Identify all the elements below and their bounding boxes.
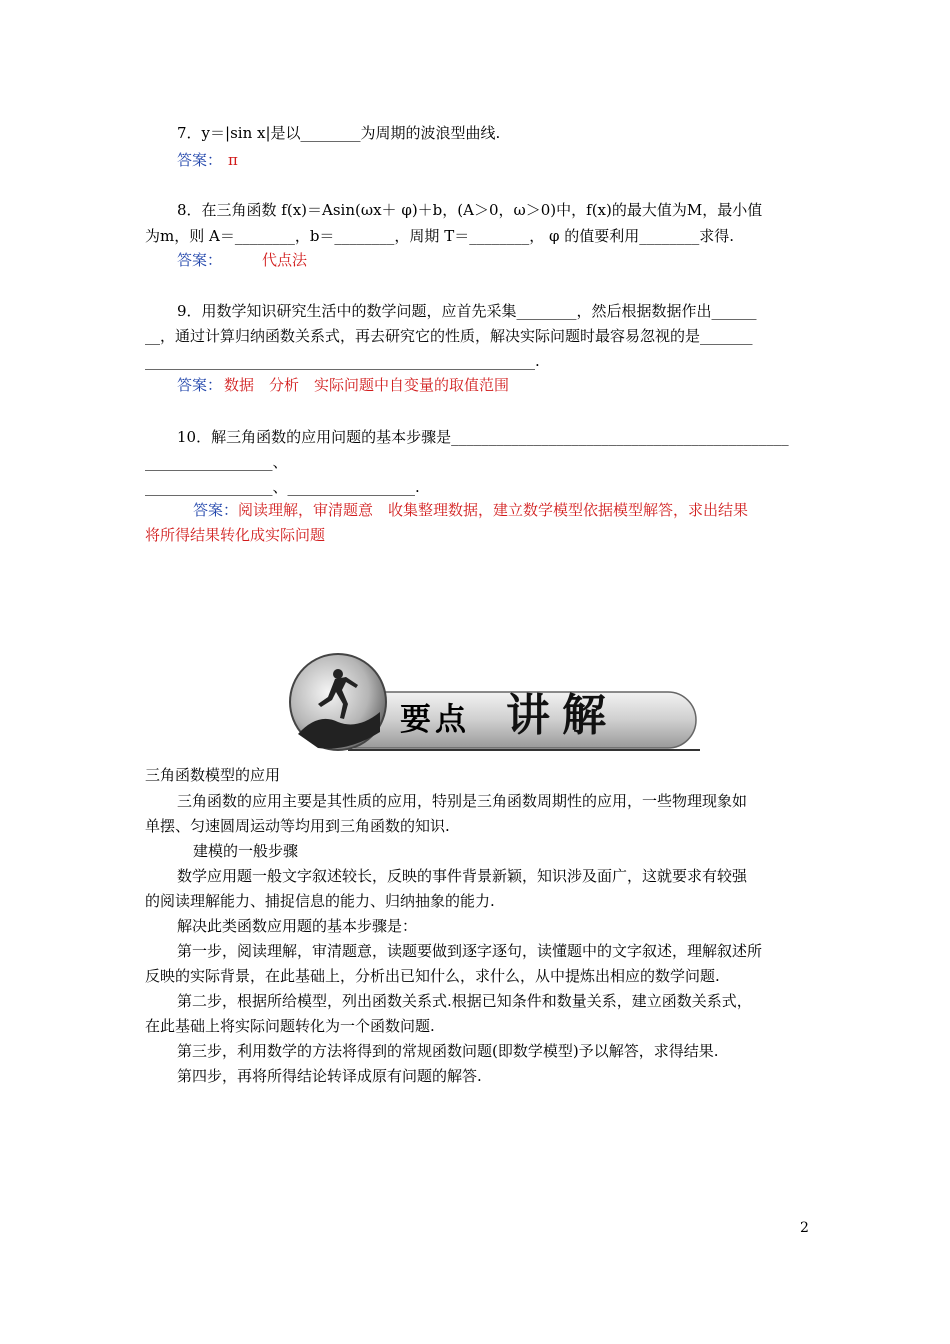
question-8-line-1: 8．在三角函数 f(x)＝Asin(ωx＋ φ)＋b，(A＞0，ω＞0)中，f(x)的最大值为M，最小值: [177, 201, 763, 219]
step-3: 第三步，利用数学的方法将得到的常规函数问题(即数学模型)予以解答，求得结果.: [177, 1042, 719, 1060]
answer-7: [177, 150, 238, 170]
question-9-line-2: __，通过计算归纳函数关系式，再去研究它的性质，解决实际问题时最容易忽视的是_______: [145, 327, 753, 345]
question-10-line-2: _________________、: [145, 453, 288, 471]
paragraph-2-line-2: 的阅读理解能力、捕捉信息的能力、归纳抽象的能力.: [145, 892, 495, 910]
answer-value: π: [228, 151, 238, 169]
answer-10-line-1: [193, 500, 748, 520]
heading-modeling-steps: 建模的一般步骤: [193, 842, 299, 860]
answer-label: 答案：: [177, 151, 223, 169]
step-1-line-1: 第一步，阅读理解，审清题意，读题要做到逐字逐句，读懂题中的文字叙述，理解叙述所: [177, 942, 763, 960]
question-9-line-1: 9．用数学知识研究生活中的数学问题，应首先采集________，然后根据数据作出______: [177, 302, 757, 320]
paragraph-3: 解决此类函数应用题的基本步骤是：: [177, 917, 418, 935]
section-banner: [288, 652, 700, 756]
question-9-line-3: ____________________________________________________.: [145, 352, 540, 370]
question-10-line-3: _________________、_________________.: [145, 478, 420, 496]
answer-value: 阅读理解，审清题意 收集整理数据，建立数学模型依据模型解答，求出结果: [238, 501, 749, 519]
banner-graphic: [288, 652, 700, 756]
answer-9: [177, 375, 509, 395]
step-4: 第四步，再将所得结论转译成原有问题的解答.: [177, 1067, 482, 1085]
step-2-line-2: 在此基础上将实际问题转化为一个函数问题.: [145, 1017, 435, 1035]
question-7: 7．y＝|sin x|是以________为周期的波浪型曲线.: [177, 124, 501, 142]
paragraph-2-line-1: 数学应用题一般文字叙述较长，反映的事件背景新颖，知识涉及面广，这就要求有较强: [177, 867, 748, 885]
answer-value: 代点法: [262, 251, 308, 269]
step-1-line-2: 反映的实际背景，在此基础上，分析出已知什么，求什么，从中提炼出相应的数学问题.: [145, 967, 720, 985]
answer-value: 数据 分析 实际问题中自变量的取值范围: [224, 376, 510, 394]
question-10-line-1: 10．解三角函数的应用问题的基本步骤是_____________________________________________: [177, 428, 789, 446]
answer-label: 答案：: [177, 251, 223, 269]
answer-10-line-2: 将所得结果转化成实际问题: [145, 526, 326, 544]
step-2-line-1: 第二步，根据所给模型，列出函数关系式.根据已知条件和数量关系，建立函数关系式，: [177, 992, 752, 1010]
heading-application: 三角函数模型的应用: [145, 766, 281, 784]
answer-label: 答案：: [193, 501, 239, 519]
question-8-line-2: 为m，则 A＝________，b＝________，周期 T＝________， φ 的值要利用________求得.: [145, 227, 735, 245]
answer-8: [177, 250, 307, 270]
banner-title-right: 讲解: [506, 690, 618, 741]
answer-label: 答案：: [177, 376, 223, 394]
paragraph-1-line-2: 单摆、匀速圆周运动等均用到三角函数的知识.: [145, 817, 450, 835]
banner-title-left: 要点: [400, 702, 470, 738]
paragraph-1-line-1: 三角函数的应用主要是其性质的应用，特别是三角函数周期性的应用，一些物理现象如: [177, 792, 748, 810]
page-number: 2: [800, 1220, 809, 1236]
